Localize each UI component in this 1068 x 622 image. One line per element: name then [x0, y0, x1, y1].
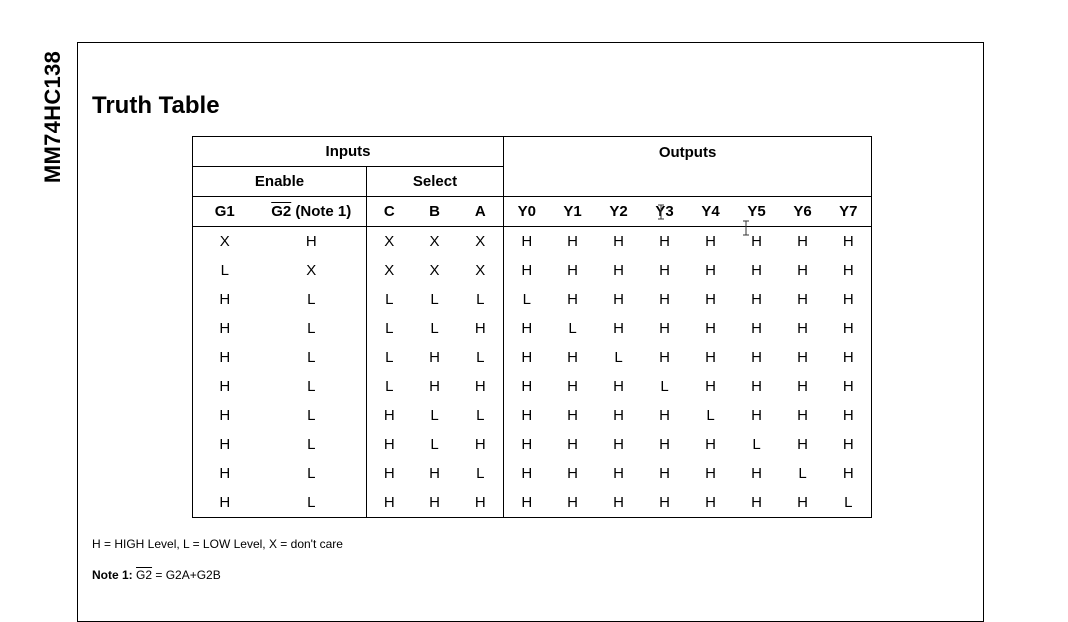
- table-cell: H: [219, 407, 231, 424]
- table-cell: H: [797, 378, 808, 395]
- table-cell: H: [659, 291, 670, 308]
- table-cell: H: [383, 436, 395, 453]
- table-cell: L: [385, 291, 394, 308]
- col-header-y6: Y6: [780, 197, 826, 227]
- table-row: [193, 314, 872, 343]
- table-cell: H: [659, 320, 670, 337]
- table-cell: H: [705, 465, 716, 482]
- table-cell: H: [257, 227, 367, 257]
- table-cell: L: [257, 343, 367, 372]
- table-cell: H: [797, 407, 808, 424]
- part-number-side-label: [38, 42, 68, 192]
- table-cell: H: [751, 233, 762, 250]
- table-row: [193, 372, 872, 401]
- table-cell: H: [429, 349, 440, 366]
- table-cell: H: [842, 349, 854, 366]
- table-cell: H: [521, 407, 533, 424]
- note-text: = G2A+G2B: [152, 568, 221, 582]
- table-row: [193, 343, 872, 372]
- table-cell: H: [567, 233, 578, 250]
- table-cell: H: [567, 436, 578, 453]
- table-row: [193, 227, 872, 257]
- table-cell: H: [521, 320, 533, 337]
- table-cell: H: [659, 262, 670, 279]
- table-cell: H: [705, 436, 716, 453]
- text-cursor-icon: [656, 204, 666, 220]
- table-cell: H: [613, 262, 624, 279]
- table-cell: L: [458, 401, 504, 430]
- table-cell: H: [705, 262, 716, 279]
- table-cell: H: [705, 349, 716, 366]
- table-cell: X: [384, 262, 395, 279]
- table-cell: L: [220, 262, 229, 279]
- table-cell: H: [613, 465, 624, 482]
- table-row: [193, 459, 872, 488]
- table-cell: H: [429, 465, 440, 482]
- table-row: [193, 256, 872, 285]
- col-header-y3: Y3: [642, 197, 688, 227]
- table-cell: H: [705, 233, 716, 250]
- table-cell: H: [219, 320, 231, 337]
- table-cell: H: [383, 407, 395, 424]
- col-header-b: B: [412, 197, 458, 227]
- table-cell: X: [257, 256, 367, 285]
- table-cell: H: [659, 233, 670, 250]
- section-title: Truth Table: [92, 92, 220, 119]
- table-cell: H: [751, 494, 762, 511]
- table-cell: L: [257, 285, 367, 314]
- table-cell: H: [458, 372, 504, 401]
- table-cell: H: [842, 262, 854, 279]
- col-header-y0: Y0: [504, 197, 550, 227]
- table-cell: L: [385, 349, 394, 366]
- table-cell: H: [567, 262, 578, 279]
- table-cell: L: [706, 407, 715, 424]
- table-cell: H: [567, 378, 578, 395]
- note-label: Note 1:: [92, 568, 133, 582]
- table-cell: H: [521, 378, 533, 395]
- table-cell: L: [568, 320, 577, 337]
- table-cell: H: [797, 349, 808, 366]
- legend-footnote: H = HIGH Level, L = LOW Level, X = don't care: [92, 537, 343, 551]
- table-cell: H: [613, 378, 624, 395]
- table-cell: L: [844, 494, 853, 511]
- table-row: [193, 285, 872, 314]
- table-cell: L: [257, 459, 367, 488]
- table-cell: H: [842, 407, 854, 424]
- table-cell: H: [705, 378, 716, 395]
- table-cell: H: [659, 349, 670, 366]
- table-cell: H: [797, 233, 808, 250]
- truth-table-body: [193, 227, 872, 518]
- col-header-g2: [257, 197, 367, 227]
- table-cell: L: [458, 343, 504, 372]
- table-cell: L: [430, 436, 439, 453]
- table-cell: L: [614, 349, 623, 366]
- col-header-a: A: [458, 197, 504, 227]
- table-cell: H: [797, 436, 808, 453]
- table-cell: H: [429, 494, 440, 511]
- table-cell: H: [567, 407, 578, 424]
- col-header-y2: Y2: [596, 197, 642, 227]
- table-cell: L: [257, 430, 367, 459]
- table-cell: H: [705, 291, 716, 308]
- table-cell: L: [660, 378, 669, 395]
- table-cell: H: [567, 291, 578, 308]
- table-cell: L: [522, 291, 531, 308]
- table-cell: H: [659, 407, 670, 424]
- col-header-y5: Y5: [734, 197, 780, 227]
- g2-overline-symbol: G2: [271, 203, 292, 220]
- g2-note-ref: (Note 1): [295, 203, 352, 220]
- table-cell: H: [705, 320, 716, 337]
- text-cursor-icon: [741, 220, 751, 236]
- table-cell: X: [429, 233, 440, 250]
- table-cell: H: [797, 320, 808, 337]
- table-cell: H: [521, 233, 533, 250]
- table-cell: L: [430, 407, 439, 424]
- table-cell: H: [613, 320, 624, 337]
- table-cell: H: [219, 378, 231, 395]
- table-cell: H: [219, 436, 231, 453]
- table-cell: H: [458, 488, 504, 518]
- table-cell: L: [257, 401, 367, 430]
- table-cell: H: [797, 291, 808, 308]
- table-cell: H: [567, 494, 578, 511]
- table-cell: H: [751, 262, 762, 279]
- table-cell: L: [458, 459, 504, 488]
- table-row: [193, 430, 872, 459]
- table-row: [193, 488, 872, 518]
- table-cell: H: [842, 320, 854, 337]
- table-cell: X: [429, 262, 440, 279]
- table-cell: L: [430, 291, 439, 308]
- table-cell: H: [751, 378, 762, 395]
- table-cell: H: [751, 291, 762, 308]
- note-footnote: [92, 568, 221, 582]
- select-subgroup-header: Select: [367, 167, 504, 197]
- table-cell: L: [752, 436, 761, 453]
- part-number-text: MM74HC138: [40, 50, 65, 184]
- table-cell: H: [659, 494, 670, 511]
- table-cell: H: [383, 494, 395, 511]
- table-cell: H: [219, 465, 231, 482]
- table-cell: H: [521, 436, 533, 453]
- table-cell: H: [842, 291, 854, 308]
- table-cell: H: [842, 465, 854, 482]
- col-header-c: C: [367, 197, 412, 227]
- table-cell: H: [429, 378, 440, 395]
- col-header-g1: G1: [193, 197, 257, 227]
- col-header-y1: Y1: [550, 197, 596, 227]
- table-cell: H: [842, 436, 854, 453]
- table-cell: L: [257, 488, 367, 518]
- col-header-y4: Y4: [688, 197, 734, 227]
- table-cell: H: [613, 291, 624, 308]
- table-cell: H: [521, 262, 533, 279]
- table-cell: H: [521, 349, 533, 366]
- table-cell: H: [219, 494, 231, 511]
- table-cell: L: [458, 285, 504, 314]
- table-cell: H: [613, 494, 624, 511]
- outputs-group-label: Outputs: [658, 144, 717, 161]
- table-cell: H: [567, 349, 578, 366]
- table-cell: X: [458, 227, 504, 257]
- table-cell: H: [705, 494, 716, 511]
- table-cell: H: [613, 407, 624, 424]
- table-cell: H: [751, 320, 762, 337]
- header-row-columns: [193, 197, 872, 227]
- table-cell: H: [797, 494, 808, 511]
- table-cell: H: [659, 465, 670, 482]
- table-cell: H: [521, 465, 533, 482]
- table-cell: H: [751, 407, 762, 424]
- table-cell: L: [385, 320, 394, 337]
- header-row-groups: [193, 137, 872, 167]
- inputs-group-header: Inputs: [193, 137, 504, 167]
- table-cell: H: [842, 378, 854, 395]
- table-cell: H: [458, 430, 504, 459]
- table-cell: L: [385, 378, 394, 395]
- table-cell: H: [219, 291, 231, 308]
- table-cell: H: [521, 494, 533, 511]
- table-cell: H: [613, 233, 624, 250]
- truth-table: [192, 136, 872, 518]
- table-cell: X: [219, 233, 230, 250]
- table-cell: H: [797, 262, 808, 279]
- table-cell: H: [613, 436, 624, 453]
- table-cell: L: [798, 465, 807, 482]
- enable-subgroup-header: Enable: [193, 167, 367, 197]
- table-cell: H: [567, 465, 578, 482]
- note-symbol: G2: [136, 568, 153, 582]
- table-cell: L: [257, 372, 367, 401]
- table-cell: H: [219, 349, 231, 366]
- table-cell: L: [430, 320, 439, 337]
- table-cell: H: [383, 465, 395, 482]
- table-cell: H: [751, 465, 762, 482]
- table-cell: H: [458, 314, 504, 343]
- table-cell: X: [384, 233, 395, 250]
- table-row: [193, 401, 872, 430]
- table-cell: X: [458, 256, 504, 285]
- table-cell: H: [659, 436, 670, 453]
- table-cell: L: [257, 314, 367, 343]
- col-header-y7: Y7: [826, 197, 872, 227]
- outputs-group-header: [504, 137, 872, 197]
- table-cell: H: [751, 349, 762, 366]
- table-cell: H: [842, 233, 854, 250]
